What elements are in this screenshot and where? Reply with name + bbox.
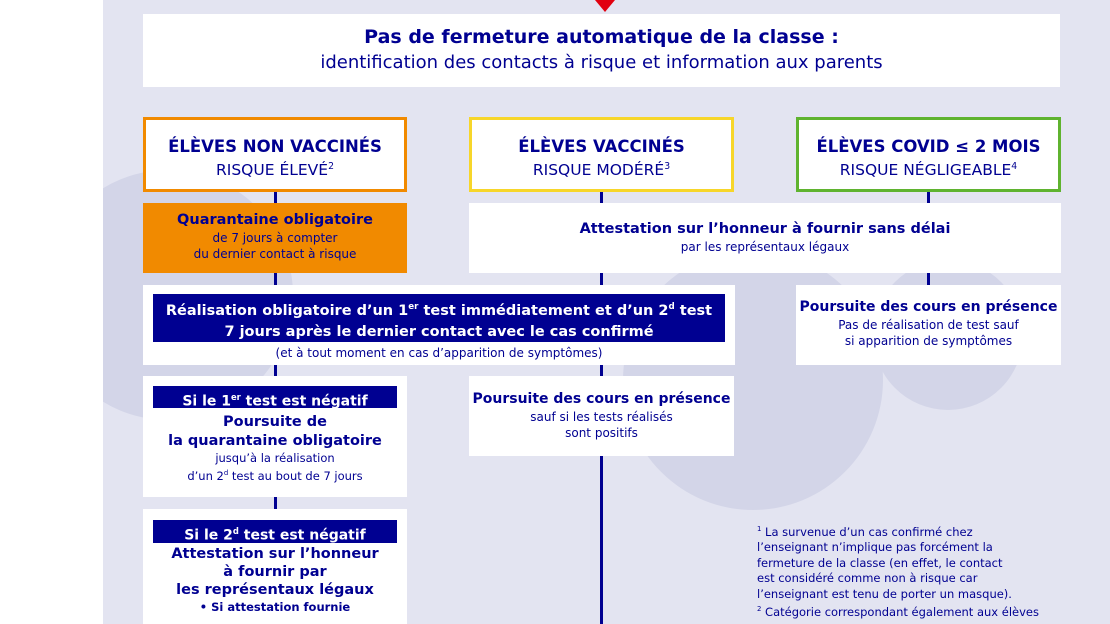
test-obligation-sub: (et à tout moment en cas d’apparition de symptômes): [275, 346, 603, 360]
footnote-line: l’enseignant est tenu de porter un masque).: [757, 586, 1012, 601]
connector-line: [274, 272, 277, 286]
first-negative-box: [143, 376, 407, 497]
second-negative-title: les représentaux légaux: [176, 582, 374, 598]
footnote-ref: 2: [328, 161, 334, 172]
presence-line: sont positifs: [565, 426, 638, 440]
presence-line: Pas de réalisation de test sauf: [838, 318, 1019, 332]
quarantine-box: [143, 203, 407, 273]
connector-line: [600, 272, 603, 286]
second-negative-title: à fournir par: [223, 564, 327, 580]
attestation-box: [469, 203, 1061, 273]
header-title: Pas de fermeture automatique de la classe :: [364, 26, 839, 48]
footnotes: [757, 522, 1102, 621]
first-negative-band: Si le 1er test est négatif: [153, 386, 397, 408]
second-negative-box: [143, 509, 407, 624]
connector-line: [600, 365, 603, 376]
test-line: 7 jours après le dernier contact avec le cas confirmé: [224, 323, 654, 340]
category-title: ÉLÈVES COVID ≤ 2 MOIS: [816, 137, 1041, 156]
presence-middle-box: [469, 376, 734, 456]
attestation-sub: par les représentaux légaux: [680, 240, 850, 254]
quarantine-line: de 7 jours à compter: [212, 231, 338, 245]
connector-line: [600, 456, 603, 624]
presence-title: Poursuite des cours en présence: [799, 299, 1058, 315]
category-title: ÉLÈVES NON VACCINÉS: [168, 137, 382, 156]
category-title: ÉLÈVES VACCINÉS: [518, 137, 685, 156]
category-risk: RISQUE ÉLEVÉ: [216, 161, 329, 180]
footnote-ref: 3: [664, 161, 671, 172]
category-risk: RISQUE NÉGLIGEABLE: [839, 161, 1012, 180]
first-negative-line: jusqu’à la réalisation: [215, 451, 335, 465]
footnote-line: est considéré comme non à risque car: [757, 571, 978, 586]
connector-line: [274, 365, 277, 376]
second-negative-band: Si le 2$^d$ test est négatif: [153, 520, 397, 543]
category-box-non-vaccinated: [143, 117, 407, 192]
category-risk: RISQUE MODÉRÉ: [532, 161, 665, 180]
arrow-down-icon: [593, 0, 617, 14]
quarantine-title: Quarantaine obligatoire: [177, 212, 373, 228]
footnote-line: $^1$ La survenue d’un cas confirmé chez: [757, 524, 973, 539]
quarantine-line: du dernier contact à risque: [193, 247, 357, 261]
first-negative-title: Poursuite de: [222, 414, 327, 430]
second-negative-title: Attestation sur l’honneur: [171, 546, 379, 562]
presence-line: si apparition de symptômes: [844, 334, 1013, 348]
header-subtitle: identification des contacts à risque et information aux parents: [320, 52, 883, 73]
footnote-line: $^2$ Catégorie correspondant également aux élèves: [757, 605, 1039, 620]
test-obligation-band: Réalisation obligatoire d’un 1er test immédiatement et d’un 2$^d$ test 7 jours après le dernier contact avec le cas confirmé: [153, 294, 725, 342]
category-box-covid: [796, 117, 1061, 192]
second-negative-bullet: • Si attestation fournie: [199, 600, 351, 614]
presence-right-box: [796, 285, 1061, 365]
first-negative-title: la quarantaine obligatoire: [168, 433, 382, 449]
test-obligation-box: [143, 285, 735, 365]
test-line: Réalisation obligatoire d’un 1: [165, 302, 409, 319]
presence-title: Poursuite des cours en présence: [472, 391, 731, 407]
footnote-line: fermeture de la classe (en effet, le contact: [757, 555, 1003, 570]
connector-line: [927, 272, 930, 286]
first-negative-line: d’un 2$^d$ test au bout de 7 jours: [187, 468, 363, 483]
presence-line: sauf si les tests réalisés: [530, 410, 673, 424]
footnote-ref: 4: [1011, 161, 1018, 172]
connector-line: [274, 497, 277, 509]
footnote-line: l’enseignant n’implique pas forcément la: [757, 540, 993, 555]
attestation-title: Attestation sur l’honneur à fournir sans délai: [579, 221, 951, 237]
category-box-vaccinated: [469, 117, 734, 192]
header-box: [143, 14, 1060, 87]
